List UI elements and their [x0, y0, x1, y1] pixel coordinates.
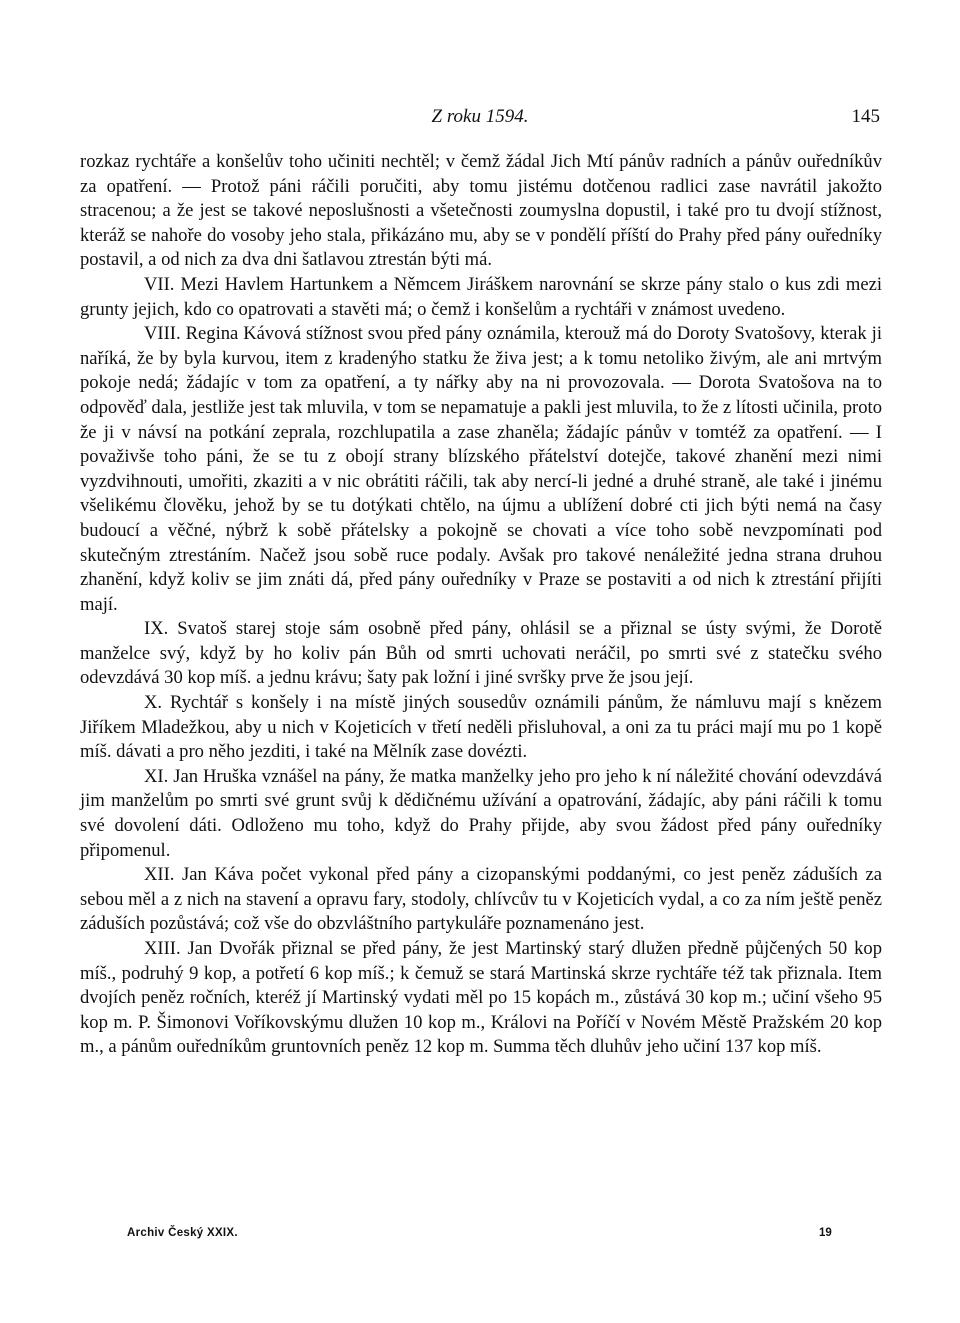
paragraph-section-vii: VII. Mezi Havlem Hartunkem a Němcem Jiráškem narovnání se skrze pány stalo o kus zdi mezi grunty jejich, kdo co opatrovati a stavěti má; o čemž i konšelům a rychtáři v známost uvedeno.	[80, 273, 882, 320]
footer-signature: Archiv Český XXIX.	[127, 1227, 238, 1239]
paragraph-section-xi: XI. Jan Hruška vznášel na pány, že matka manželky jeho pro jeho k ní náležité chování odevzdává jim manželům po smrti své grunt svůj k dědičnému užívání a opatrování, žádajíc, aby páni ráčili k tomu své dovolení dáti. Odloženo mu toho, když do Prahy přijde, aby svou žádost před pány ouředníky připomenul.	[80, 765, 882, 861]
paragraph-section-ix: IX. Svatoš starej stoje sám osobně před pány, ohlásil se a přiznal se ústy svými, že Dorotě manželce svý, když by ho koliv pán Bůh od smrti uchovati neráčil, po smrti své z statečku svého odevzdává 30 kop míš. a jednu krávu; šaty pak ložní i jiné svršky prve že jsou její.	[80, 618, 882, 689]
paragraph-section-x: X. Rychtář s konšely i na místě jiných sousedův oznámili pánům, že námluvu mají s knězem Jiříkem Mladežkou, aby u nich v Kojeticích v třetí neděli přisluhoval, a oni za tu práci mají mu po 1 kopě míš. dávati a pro něho jezditi, i také na Mělník zase dovézti.	[80, 692, 882, 763]
page-header	[0, 106, 960, 134]
paragraph-section-viii: VIII. Regina Kávová stížnost svou před pány oznámila, kterouž má do Doroty Svatošovy, kterak ji naříká, že by byla kurvou, item z kradenýho statku že živa jest; a k tomu netoliko živým, ale ani mrtvým pokoje nedá; žádajíc v tom za opatření, a ty nářky aby na ni provozovala. — Dorota Svatošova na to odpověď dala, jestliže jest tak mluvila, v tom se nepamatuje a pakli jest mluvila, to že z lítosti učinila, proto že ji v návsí na potkání zeprala, rozchlupatila a zase zhaněla; žádajíc pánův v tomtéž za opatření. — I považivše toho páni, že se tu z obojí strany blízského přátelství dotejče, takové zhanění mezi nimi vyzdvihnouti, umořiti, zkaziti a v nic obrátiti ráčili, tak aby nercí-li jedné a druhé straně, ale také i jinému všelikému člověku, jehož by se tu dotýkati chtělo, na újmu a ublížení dobré cti jich býti nemá na časy budoucí a věčné, nýbrž k sobě přátelsky a pokojně se chovati a více toho sobě nevzpomínati pod skutečným ztrestáním. Načež jsou sobě ruce podaly. Avšak pro takové nenáležité jedna strana druhou zhanění, když koliv se jim znáti dá, před pány ouředníky v Praze se postaviti a od nich k ztrestání přijíti mají.	[80, 323, 882, 615]
paragraph-section-xii: XII. Jan Káva počet vykonal před pány a cizopanskými poddanými, co jest peněz záduších za sebou měl a z nich na stavení a opravu fary, stodoly, chlívcův tu v Kojeticích vydal, a co za ním ještě peněz záduších pozůstává; což vše do obzvláštního partykuláře poznamenáno jest.	[80, 864, 882, 935]
page-number: 145	[851, 106, 880, 127]
footer-sheet-number: 19	[819, 1227, 832, 1239]
paragraph-continuation: rozkaz rychtáře a konšelův toho učiniti nechtěl; v čemž žádal Jich Mtí pánův radních a pánův ouředníkův za opatření. — Protož páni ráčili poručiti, aby tomu jistému dotčenou radlici zase navrátil jakožto stracenou; a že jest se takové neposlušnosti a všetečnosti zoumyslna dopustil, i také pro tu dvojí stížnost, kteráž se nahoře do vosoby jeho stala, přikázáno mu, aby se v pondělí příští do Prahy před pány ouředníky postavil, a od nich za dva dni šatlavou ztrestán býti má.	[80, 151, 882, 271]
body-text	[80, 150, 882, 1060]
running-title: Z roku 1594.	[431, 106, 529, 127]
paragraph-section-xiii: XIII. Jan Dvořák přiznal se před pány, že jest Martinský starý dlužen předně půjčených 50 kop míš., podruhý 9 kop, a potřetí 6 kop míš.; k čemuž se stará Martinská skrze rychtáře též tak přiznala. Item dvojích peněz ročních, kteréž jí Martinský vydati měl po 15 kopách m., zůstává 30 kop m.; učiní všeho 95 kop m. P. Šimonovi Voříkovskýmu dlužen 10 kop m., Královi na Poříčí v Novém Městě Pražském 20 kop m., a pánům ouředníkům gruntovních peněz 12 kop m. Summa těch dluhův jeho učiní 137 kop míš.	[80, 938, 882, 1058]
page-footer	[0, 1227, 960, 1247]
